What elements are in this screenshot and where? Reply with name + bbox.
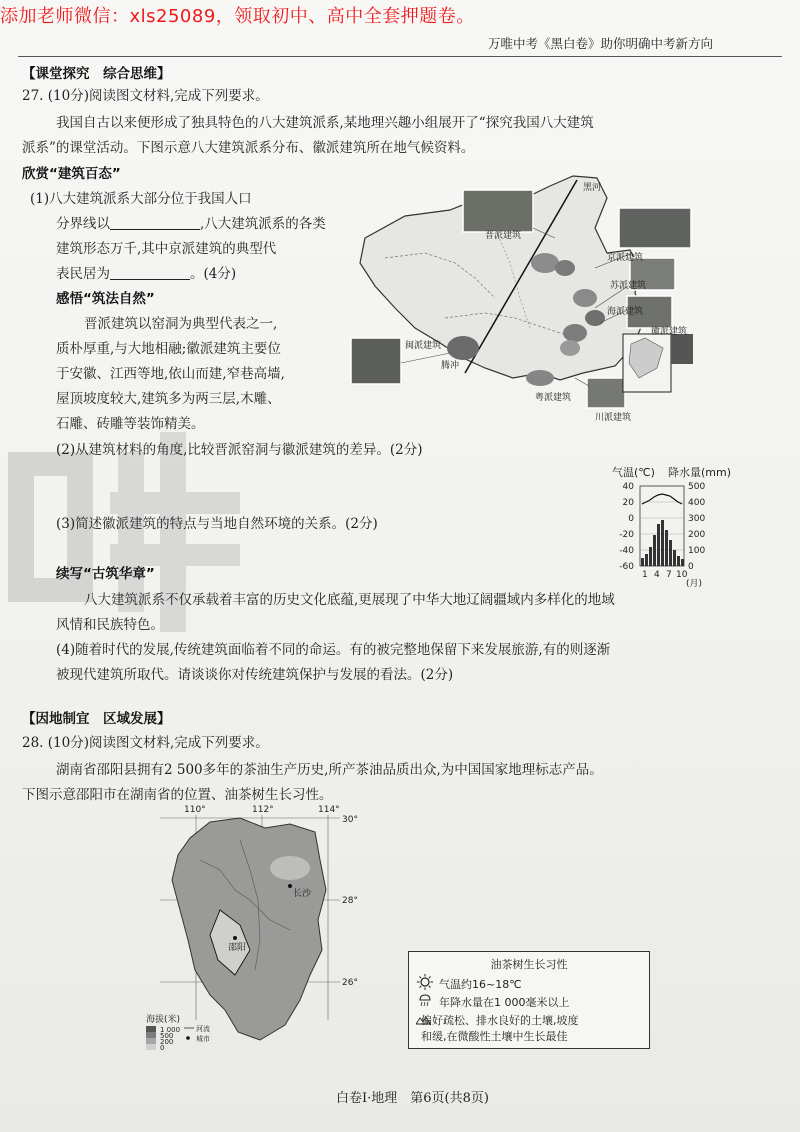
month-tick-7: 7 <box>666 570 672 580</box>
right-tick-300: 300 <box>688 514 706 524</box>
label-hai-school: 海派建筑 <box>607 307 644 317</box>
q27-material-line1: 晋派建筑以窑洞为典型代表之一, <box>84 316 278 332</box>
architecture-distribution-map <box>345 168 695 430</box>
q27-intro-line1: 我国自古以来便形成了独具特色的八大建筑派系,某地理兴趣小组展开了“探究我国八大建筑 <box>56 115 594 131</box>
right-tick-400: 400 <box>688 498 706 508</box>
label-chuan-school: 川派建筑 <box>595 413 632 423</box>
habit-temperature: 气温约16~18℃ <box>439 978 522 991</box>
sub-heading-continue: 续写“古筑华章” <box>56 566 155 582</box>
label-tengchong: 腾冲 <box>441 361 460 371</box>
label-jin-school: 晋派建筑 <box>485 231 522 241</box>
section-heading-2: 【因地制宜 区域发展】 <box>22 711 171 727</box>
left-tick-40: 40 <box>622 482 634 492</box>
climate-chart <box>600 480 740 590</box>
q27-part1-line3: 建筑形态万千,其中京派建筑的典型代 <box>56 241 277 257</box>
page-footer: 白卷Ⅰ·地理 第6页(共8页) <box>336 1091 489 1106</box>
lon-label-114: 114° <box>318 805 340 815</box>
right-tick-200: 200 <box>688 530 706 540</box>
q28-intro-line2: 下图示意邵阳市在湖南省的位置、油茶树生长习性。 <box>22 787 333 803</box>
q27-part1-line4: 表民居为 。(4分) <box>56 266 237 282</box>
habit-soil-line1: 偏好疏松、排水良好的土壤,坡度 <box>421 1014 579 1027</box>
month-tick-1: 1 <box>642 570 648 580</box>
answer-blank-1[interactable] <box>110 215 200 230</box>
legend-city: 城市 <box>196 1035 210 1043</box>
q28-title: 28. (10分)阅读图文材料,完成下列要求。 <box>22 735 269 751</box>
q27-intro-line2: 派系”的课堂活动。下图示意八大建筑派系分布、徽派建筑所在地气候资料。 <box>22 140 475 156</box>
oil-tea-habit-box <box>408 951 650 1049</box>
hunan-location-map <box>140 800 360 1065</box>
label-heihe: 黑河 <box>583 183 602 193</box>
legend-river: 河流 <box>196 1025 210 1033</box>
label-changsha: 长沙 <box>293 889 312 899</box>
month-unit: (月) <box>686 579 703 589</box>
lat-label-26: 26° <box>342 978 358 988</box>
q27-material-line5: 石雕、砖雕等装饰精美。 <box>56 416 205 432</box>
right-tick-0: 0 <box>688 562 694 572</box>
label-su-school: 苏派建筑 <box>610 281 647 291</box>
answer-blank-2[interactable] <box>110 265 190 280</box>
q27-part4-line2: 被现代建筑所取代。请谈谈你对传统建筑保护与发展的看法。(2分) <box>56 667 454 683</box>
legend-500: 500 <box>160 1032 174 1040</box>
q27-part1-line1: (1)八大建筑派系大部分位于我国人口 <box>30 191 252 207</box>
left-tick-20: 20 <box>622 498 634 508</box>
habit-rainfall: 年降水量在1 000毫米以上 <box>439 996 570 1009</box>
rain-cloud-icon <box>417 992 433 1008</box>
sub-heading-perceive: 感悟“筑法自然” <box>56 291 155 307</box>
legend-1000: 1 000 <box>160 1026 181 1034</box>
label-min-school: 闽派建筑 <box>405 341 442 351</box>
habit-soil-line2: 和缓,在微酸性土壤中生长最佳 <box>421 1030 568 1043</box>
section-heading-1: 【课堂探究 综合思维】 <box>22 66 171 82</box>
label-jing-school: 京派建筑 <box>607 253 644 263</box>
watermark-text: 添加老师微信：xls25089，领取初中、高中全套押题卷。 <box>0 6 475 27</box>
q27-closing-line1: 八大建筑派系不仅承载着丰富的历史文化底蕴,更展现了中华大地辽阔疆域内多样化的地域 <box>84 592 615 608</box>
lat-label-30: 30° <box>342 815 358 825</box>
habit-title: 油茶树生长习性 <box>490 958 568 971</box>
q27-material-line4: 屋顶坡度较大,建筑多为两三层,木雕、 <box>56 391 281 407</box>
climate-right-ylabel: 降水量(mm) <box>668 466 732 479</box>
q27-material-line2: 质朴厚重,与大地相融;徽派建筑主要位 <box>56 341 281 357</box>
left-tick-minus40: -40 <box>619 546 634 556</box>
label-hui-school: 徽派建筑 <box>651 327 688 337</box>
page-header: 万唯中考《黑白卷》助你明确中考新方向 <box>488 36 714 51</box>
lon-label-112: 112° <box>252 805 274 815</box>
right-tick-100: 100 <box>688 546 706 556</box>
legend-0: 0 <box>160 1044 165 1052</box>
q27-material-line3: 于安徽、江西等地,依山而建,窄巷高墙, <box>56 366 285 382</box>
q27-part1-line2: 分界线以 ,八大建筑派系的各类 <box>56 216 326 232</box>
left-tick-minus60: -60 <box>619 562 634 572</box>
q27-title: 27. (10分)阅读图文材料,完成下列要求。 <box>22 88 269 104</box>
label-shaoyang: 邵阳 <box>228 943 247 953</box>
month-tick-10: 10 <box>676 570 688 580</box>
left-tick-minus20: -20 <box>619 530 634 540</box>
lat-label-28: 28° <box>342 896 358 906</box>
q27-part3: (3)简述徽派建筑的特点与当地自然环境的关系。(2分) <box>56 516 378 532</box>
q27-part4-line1: (4)随着时代的发展,传统建筑面临着不同的命运。有的被完整地保留下来发展旅游,有的则逐渐 <box>56 642 611 658</box>
right-tick-500: 500 <box>688 482 706 492</box>
label-yue-school: 粤派建筑 <box>535 393 572 403</box>
legend-200: 200 <box>160 1038 174 1046</box>
q27-part2: (2)从建筑材料的角度,比较晋派窑洞与徽派建筑的差异。(2分) <box>56 442 423 458</box>
sub-heading-appreciate: 欣赏“建筑百态” <box>22 166 121 182</box>
q28-intro-line1: 湖南省邵阳县拥有2 500多年的茶油生产历史,所产茶油品质出众,为中国国家地理标志产品。 <box>56 762 603 778</box>
q27-closing-line2: 风情和民族特色。 <box>56 617 164 633</box>
left-tick-0: 0 <box>628 514 634 524</box>
climate-left-ylabel: 气温(℃) <box>612 466 655 479</box>
lon-label-110: 110° <box>184 805 206 815</box>
header-divider <box>18 56 782 57</box>
sun-icon <box>417 974 433 990</box>
legend-title: 海拔(米) <box>146 1015 181 1025</box>
month-tick-4: 4 <box>654 570 660 580</box>
